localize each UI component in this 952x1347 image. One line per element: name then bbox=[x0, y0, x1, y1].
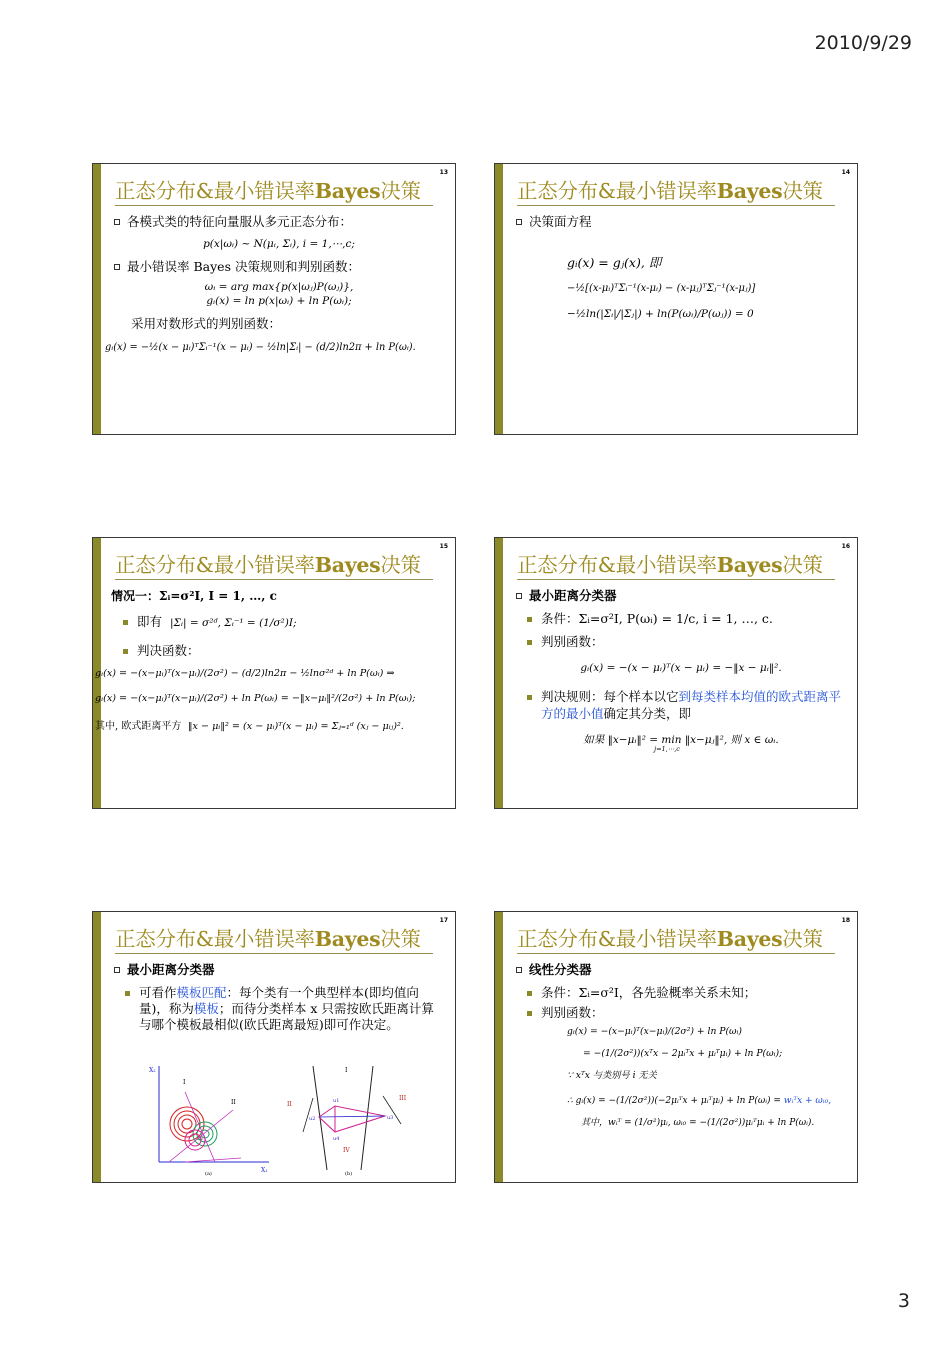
slide-16 bbox=[494, 537, 858, 809]
point-label: u4 bbox=[333, 1136, 340, 1142]
slide-number: 13 bbox=[439, 169, 448, 176]
title-rule bbox=[517, 953, 835, 954]
slide-accent-bar bbox=[93, 164, 101, 434]
slide-number: 15 bbox=[439, 543, 448, 550]
sub-bullet: 条件：Σᵢ=σ²I，各先验概率关系未知； bbox=[515, 985, 847, 1002]
equation: = −(1/(2σ²))(xᵀx − 2μᵢᵀx + μᵢᵀμᵢ) + ln P(ωᵢ); bbox=[583, 1048, 783, 1060]
slide-content bbox=[105, 212, 445, 430]
region-label: III bbox=[399, 1095, 407, 1102]
page-date: 2010/9/29 bbox=[814, 32, 912, 54]
region-label: II bbox=[231, 1099, 236, 1106]
page-number: 3 bbox=[897, 1290, 910, 1312]
axis-x2-label: X₂ bbox=[149, 1067, 156, 1074]
figure-a bbox=[145, 1062, 275, 1177]
equation: gᵢ(x) = ln p(x|ωᵢ) + ln P(ωᵢ); bbox=[206, 295, 352, 308]
region-label: IV bbox=[343, 1147, 350, 1154]
sub-bullet: 判别函数： bbox=[515, 1005, 847, 1022]
equation: ∵ xᵀx 与类别号 i 无关 bbox=[567, 1070, 657, 1082]
slide-content bbox=[515, 960, 847, 1178]
equation: p(x|ωᵢ) ~ N(μᵢ, Σᵢ), i = 1,⋯,c; bbox=[203, 237, 355, 250]
bullet-text: 最小错误率 Bayes 决策规则和判别函数： bbox=[113, 259, 445, 276]
axis-x1-label: X₁ bbox=[261, 1167, 268, 1174]
point-label: u2 bbox=[309, 1116, 316, 1122]
title-rule bbox=[517, 205, 835, 206]
slide-content bbox=[515, 586, 847, 804]
equation: 其中, 欧式距离平方 ‖x − μᵢ‖² = (x − μᵢ)ᵀ(x − μᵢ) = Σⱼ₌₁ᵈ (xⱼ − μᵢⱼ)². bbox=[95, 720, 404, 732]
bullet-text: 线性分类器 bbox=[515, 962, 847, 979]
sub-bullet: 条件：Σᵢ=σ²I, P(ωᵢ) = 1/c, i = 1, …, c. bbox=[515, 611, 847, 628]
slide-accent-bar bbox=[495, 538, 503, 808]
bullet-text: 最小距离分类器 bbox=[515, 588, 847, 605]
slide-18 bbox=[494, 911, 858, 1183]
equation: gᵢ(x) = −½(x − μᵢ)ᵀΣᵢ⁻¹(x − μᵢ) − ½ln|Σᵢ| − (d/2)ln2π + ln P(ωᵢ). bbox=[105, 342, 416, 354]
point-label: u3 bbox=[387, 1115, 394, 1121]
title-rule bbox=[517, 579, 835, 580]
equation: −½[(x-μᵢ)ᵀΣᵢ⁻¹(x-μᵢ) − (x-μⱼ)ᵀΣⱼ⁻¹(x-μⱼ)] bbox=[567, 282, 756, 294]
slide-title: 正态分布&最小错误率Bayes决策 bbox=[517, 553, 823, 577]
equation: gᵢ(x) = −(x − μᵢ)ᵀ(x − μᵢ) = −‖x − μᵢ‖². bbox=[580, 661, 782, 674]
slide-content bbox=[515, 212, 847, 430]
slide-title: 正态分布&最小错误率Bayes决策 bbox=[115, 553, 421, 577]
slide-content bbox=[95, 586, 445, 804]
equation: 如果 ‖x−μᵢ‖² = min ‖x−μⱼ‖², 则 x ∈ ωᵢ. j=1,⋯,c bbox=[583, 733, 779, 753]
region-label: I bbox=[183, 1079, 186, 1086]
equation: gᵢ(x) = gⱼ(x), 即 bbox=[567, 254, 662, 270]
bullet-text: 各模式类的特征向量服从多元正态分布： bbox=[113, 214, 445, 231]
slide-14 bbox=[494, 163, 858, 435]
slide-15 bbox=[92, 537, 456, 809]
slide-accent-bar bbox=[495, 912, 503, 1182]
slide-title: 正态分布&最小错误率Bayes决策 bbox=[115, 927, 421, 951]
slide-number: 16 bbox=[841, 543, 850, 550]
title-rule bbox=[115, 579, 433, 580]
region-label: II bbox=[287, 1101, 292, 1108]
figure-b bbox=[283, 1062, 423, 1177]
bullet-text: 判决函数： bbox=[111, 643, 445, 660]
slide-number: 17 bbox=[439, 917, 448, 924]
equation: ωᵢ = arg max{p(x|ωⱼ)P(ωⱼ)}, bbox=[204, 280, 354, 293]
figure-caption: (a) bbox=[205, 1171, 212, 1177]
slide-accent-bar bbox=[495, 164, 503, 434]
equation: gᵢ(x) = −(x−μᵢ)ᵀ(x−μᵢ)/(2σ²) + ln P(ωᵢ) = −‖x−μᵢ‖²/(2σ²) + ln P(ωᵢ); bbox=[95, 692, 416, 704]
title-rule bbox=[115, 205, 433, 206]
region-label: I bbox=[345, 1067, 348, 1074]
region-label: III bbox=[197, 1136, 203, 1142]
sub-bullet: 判别函数： bbox=[515, 634, 847, 651]
equation: 其中，wᵢᵀ = (1/σ²)μᵢ, ωᵢ₀ = −(1/(2σ²))μᵢᵀμᵢ + ln P(ωᵢ). bbox=[581, 1118, 815, 1129]
bullet-text: 即有 |Σᵢ| = σ²ᵈ, Σᵢ⁻¹ = (1/σ²)I; bbox=[111, 614, 445, 631]
sub-bullet: 可看作模板匹配：每个类有一个典型样本(即均值向量)，称为模板；而待分类样本 x 只需按欧氏距离计算与哪个模板最相似(欧氏距离最短)即可作决定。 bbox=[113, 985, 445, 1034]
slide-13 bbox=[92, 163, 456, 435]
slide-number: 14 bbox=[841, 169, 850, 176]
case-heading: 情况一：Σᵢ=σ²I, I = 1, …, c bbox=[111, 589, 277, 603]
equation: gᵢ(x) = −(x−μᵢ)ᵀ(x−μᵢ)/(2σ²) − (d/2)ln2π − ½lnσ²ᵈ + ln P(ωᵢ) ⇒ bbox=[95, 667, 395, 679]
slide-title: 正态分布&最小错误率Bayes决策 bbox=[115, 179, 421, 203]
paragraph: 采用对数形式的判别函数： bbox=[131, 316, 282, 332]
equation: ∴ gᵢ(x) = −(1/(2σ²))(−2μᵢᵀx + μᵢᵀμᵢ) + ln P(ωᵢ) = wᵢᵀx + ωᵢ₀, bbox=[567, 1095, 832, 1106]
slide-17 bbox=[92, 911, 456, 1183]
slide-number: 18 bbox=[841, 917, 850, 924]
sub-bullet: 判决规则：每个样本以它到每类样本均值的欧式距离平方的最小值确定其分类，即 bbox=[515, 689, 847, 723]
figure-caption: (b) bbox=[345, 1171, 353, 1177]
equation: gᵢ(x) = −(x−μᵢ)ᵀ(x−μᵢ)/(2σ²) + ln P(ωᵢ) bbox=[567, 1025, 742, 1037]
point-label: u1 bbox=[333, 1098, 340, 1104]
slide-title: 正态分布&最小错误率Bayes决策 bbox=[517, 927, 823, 951]
equation: −½ln(|Σᵢ|/|Σⱼ|) + ln(P(ωᵢ)/P(ωⱼ)) = 0 bbox=[567, 308, 754, 321]
slide-title: 正态分布&最小错误率Bayes决策 bbox=[517, 179, 823, 203]
title-rule bbox=[115, 953, 433, 954]
slide-accent-bar bbox=[93, 912, 101, 1182]
bullet-text: 最小距离分类器 bbox=[113, 962, 445, 979]
bullet-text: 决策面方程 bbox=[515, 214, 847, 231]
